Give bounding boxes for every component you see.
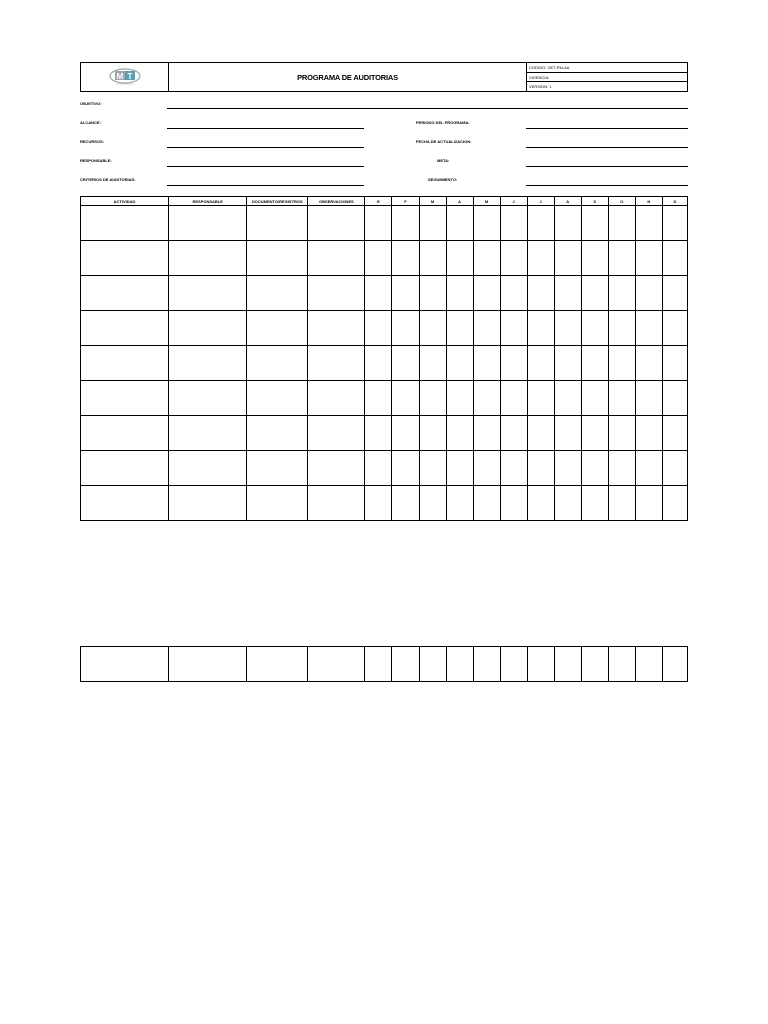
table-row [81,381,688,416]
table-cell[interactable] [308,486,365,521]
fecha-label: FECHA DE ACTUALIZACION: [416,139,472,144]
table-cell[interactable] [392,416,419,451]
alcance-line[interactable] [167,128,364,129]
table-cell[interactable] [473,241,500,276]
table-cell[interactable] [308,647,365,682]
table-cell[interactable] [308,381,365,416]
table-cell[interactable] [446,346,473,381]
table-cell[interactable] [473,311,500,346]
col-header: OBSERVACIONES [308,197,365,206]
table-cell[interactable] [446,381,473,416]
fecha-line[interactable] [526,147,688,148]
table-cell[interactable] [608,311,635,346]
table-cell[interactable] [308,346,365,381]
table-cell[interactable] [473,381,500,416]
table-cell[interactable] [247,241,308,276]
table-cell[interactable] [247,416,308,451]
responsable-line[interactable] [167,166,364,167]
table-cell[interactable] [247,647,308,682]
table-cell[interactable] [635,311,662,346]
table-cell[interactable] [662,381,687,416]
table-cell[interactable] [608,276,635,311]
table-cell[interactable] [169,486,247,521]
svg-text:M: M [116,72,123,81]
table-cell[interactable] [500,416,527,451]
table-row [81,311,688,346]
table-cell[interactable] [392,346,419,381]
table-cell[interactable] [527,486,554,521]
col-header: F [392,197,419,206]
recursos-line[interactable] [167,147,364,148]
recursos-label: RECURSOS: [80,139,105,144]
table-cell[interactable] [419,276,446,311]
table-cell[interactable] [635,451,662,486]
col-header: A [446,197,473,206]
table-cell[interactable] [81,346,169,381]
table-cell[interactable] [500,206,527,241]
meta-label: META: [437,158,450,163]
document-title: PROGRAMA DE AUDITORIAS [169,63,527,91]
table-cell[interactable] [635,647,662,682]
table-cell[interactable] [446,276,473,311]
codigo-field: CODIGO: GET-PM-AA [527,63,687,73]
table-cell[interactable] [581,647,608,682]
table-cell[interactable] [554,647,581,682]
table-row [81,206,688,241]
table-cell[interactable] [446,486,473,521]
criterios-line[interactable] [167,185,364,186]
svg-text:T: T [127,72,132,81]
table-cell[interactable] [554,451,581,486]
table-cell[interactable] [662,451,687,486]
table-cell[interactable] [581,311,608,346]
table-cell[interactable] [581,206,608,241]
table-cell[interactable] [247,311,308,346]
table-cell[interactable] [365,416,392,451]
mt-logo-icon [108,67,142,87]
table-cell[interactable] [419,486,446,521]
table-cell[interactable] [446,206,473,241]
table-cell[interactable] [247,206,308,241]
table-cell[interactable] [169,346,247,381]
table-cell[interactable] [635,381,662,416]
responsable-label: RESPONSABLE: [80,158,112,163]
table-cell[interactable] [662,486,687,521]
table-cell[interactable] [527,647,554,682]
table-cell[interactable] [81,416,169,451]
table-cell[interactable] [247,346,308,381]
table-cell[interactable] [554,346,581,381]
table-cell[interactable] [473,647,500,682]
table-cell[interactable] [527,346,554,381]
table-cell[interactable] [608,416,635,451]
table-cell[interactable] [419,241,446,276]
vigencia-field: VIGENCIA: [527,73,687,83]
table-cell[interactable] [500,346,527,381]
table-cell[interactable] [392,206,419,241]
table-cell[interactable] [392,381,419,416]
table-cell[interactable] [446,241,473,276]
table-cell[interactable] [554,311,581,346]
logo-cell [81,63,169,91]
table-cell[interactable] [169,451,247,486]
table-cell[interactable] [608,241,635,276]
table-cell[interactable] [608,381,635,416]
table-cell[interactable] [662,416,687,451]
col-header: D [662,197,687,206]
table-cell[interactable] [581,381,608,416]
table-cell[interactable] [81,206,169,241]
document-meta [527,63,687,91]
table-cell[interactable] [635,276,662,311]
table-cell[interactable] [662,276,687,311]
table-cell[interactable] [608,486,635,521]
col-header: S [581,197,608,206]
table-cell[interactable] [608,647,635,682]
table-cell[interactable] [392,647,419,682]
table-header-row [81,197,688,206]
table-cell[interactable] [662,346,687,381]
table-cell[interactable] [169,647,247,682]
table-cell[interactable] [500,647,527,682]
col-header: M [473,197,500,206]
table-cell[interactable] [608,451,635,486]
table-cell[interactable] [527,451,554,486]
table-cell[interactable] [662,206,687,241]
table-cell[interactable] [446,311,473,346]
table-cell[interactable] [500,486,527,521]
table-cell[interactable] [169,206,247,241]
table-cell[interactable] [581,416,608,451]
table-cell[interactable] [392,311,419,346]
table-cell[interactable] [473,206,500,241]
col-header: M [419,197,446,206]
table-cell[interactable] [473,451,500,486]
table-cell[interactable] [500,451,527,486]
col-header: RESPONSABLE [169,197,247,206]
col-header: E [365,197,392,206]
periodo-line[interactable] [526,128,688,129]
table-cell[interactable] [308,311,365,346]
table-cell[interactable] [581,451,608,486]
table-cell[interactable] [365,381,392,416]
audit-program-table [80,196,688,521]
meta-line[interactable] [526,166,688,167]
table-cell[interactable] [581,486,608,521]
table-cell[interactable] [365,647,392,682]
table-cell[interactable] [392,276,419,311]
seguimiento-label: SEGUIMIENTO: [428,177,458,182]
table-cell[interactable] [527,206,554,241]
table-cell[interactable] [81,647,169,682]
table-row [81,486,688,521]
table-cell[interactable] [446,647,473,682]
table-cell[interactable] [527,276,554,311]
table-cell[interactable] [635,416,662,451]
table-cell[interactable] [527,241,554,276]
table-cell[interactable] [419,311,446,346]
col-header: A [554,197,581,206]
table-cell[interactable] [247,276,308,311]
col-header: O [608,197,635,206]
objetivo-label: OBJETIVO: [80,101,102,106]
table-row [81,346,688,381]
table-cell[interactable] [635,486,662,521]
table-body [81,206,688,521]
table-cell[interactable] [473,486,500,521]
table-row [81,647,688,682]
table-cell[interactable] [308,276,365,311]
table-row [81,416,688,451]
objetivo-line[interactable] [167,108,688,109]
table-cell[interactable] [527,311,554,346]
table-cell[interactable] [419,416,446,451]
table-cell[interactable] [247,486,308,521]
table-cell[interactable] [554,206,581,241]
table-cell[interactable] [308,451,365,486]
table-cell[interactable] [392,241,419,276]
table-cell[interactable] [365,241,392,276]
table-cell[interactable] [527,381,554,416]
table-cell[interactable] [662,647,687,682]
table-cell[interactable] [554,276,581,311]
table-row [81,276,688,311]
table-cell[interactable] [81,381,169,416]
table-cell[interactable] [365,311,392,346]
table-cell[interactable] [308,416,365,451]
table-cell[interactable] [500,276,527,311]
table-row [81,241,688,276]
table-cell[interactable] [419,346,446,381]
table-cell[interactable] [81,241,169,276]
periodo-label: PERIODO DEL PROGRAMA: [416,120,470,125]
table-cell[interactable] [581,346,608,381]
criterios-label: CRITERIOS DE AUDITORIAS: [80,177,136,182]
table-cell[interactable] [473,346,500,381]
table-cell[interactable] [169,381,247,416]
table-cell[interactable] [635,241,662,276]
table-cell[interactable] [554,416,581,451]
table-cell[interactable] [169,276,247,311]
table-cell[interactable] [419,381,446,416]
table-cell[interactable] [446,416,473,451]
table-cell[interactable] [81,451,169,486]
table-cell[interactable] [419,647,446,682]
document-header [80,62,688,92]
table-cell[interactable] [635,206,662,241]
table-cell[interactable] [247,381,308,416]
table-cell[interactable] [392,451,419,486]
table-cell[interactable] [662,311,687,346]
col-header: N [635,197,662,206]
col-header: J [500,197,527,206]
table-cell[interactable] [473,416,500,451]
table-cell[interactable] [308,241,365,276]
table-cell[interactable] [169,241,247,276]
table-cell[interactable] [365,486,392,521]
table-cell[interactable] [473,276,500,311]
table-cell[interactable] [365,346,392,381]
seguimiento-line[interactable] [526,185,688,186]
table-cell[interactable] [365,276,392,311]
table-body [81,647,688,682]
table-cell[interactable] [81,486,169,521]
table-cell[interactable] [392,486,419,521]
col-header: DOCUMENTO/REGISTROS [247,197,308,206]
table-cell[interactable] [500,311,527,346]
table-cell[interactable] [247,451,308,486]
table-cell[interactable] [581,276,608,311]
table-cell[interactable] [554,486,581,521]
table-cell[interactable] [446,451,473,486]
table-cell[interactable] [662,241,687,276]
table-cell[interactable] [500,381,527,416]
table-cell[interactable] [419,451,446,486]
table-cell[interactable] [554,241,581,276]
table-row [81,451,688,486]
table-cell[interactable] [554,381,581,416]
col-header: J [527,197,554,206]
table-cell[interactable] [608,346,635,381]
col-header: ACTIVIDAD [81,197,169,206]
table-cell[interactable] [608,206,635,241]
table-cell[interactable] [169,416,247,451]
alcance-label: ALCANCE: [80,120,101,125]
table-cell[interactable] [527,416,554,451]
version-field: VERSION: 1 [529,84,552,90]
table-cell[interactable] [365,451,392,486]
table-cell[interactable] [365,206,392,241]
table-cell[interactable] [419,206,446,241]
table-cell[interactable] [81,311,169,346]
table-cell[interactable] [169,311,247,346]
table-cell[interactable] [581,241,608,276]
table-cell[interactable] [500,241,527,276]
audit-program-table-continued [80,646,688,682]
table-cell[interactable] [81,276,169,311]
table-cell[interactable] [308,206,365,241]
table-cell[interactable] [635,346,662,381]
